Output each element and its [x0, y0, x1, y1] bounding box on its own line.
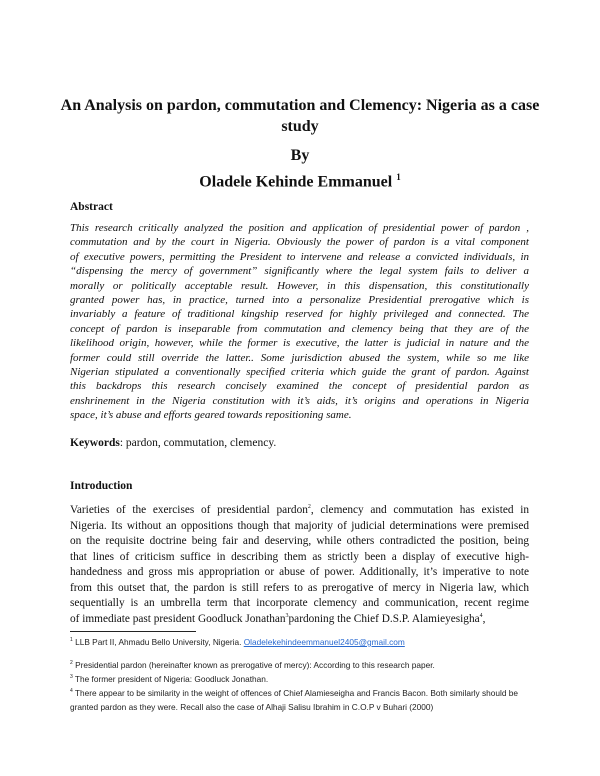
footnote-ref[interactable]: 3 — [285, 612, 289, 619]
footnote-text: Presidential pardon (hereinafter known as prerogative of mercy): According to this research paper. — [72, 660, 435, 670]
footnote-number: 3 — [70, 674, 73, 680]
abstract-line: of executive powers, permitting the President to intervene and release a convicted individuals, in — [70, 250, 529, 263]
introduction-text: Nigeria. Its without an oppositions though that majority of judicial determinations were premised — [70, 519, 529, 532]
footnote-text: The former president of Nigeria: Goodluck Jonathan. — [72, 674, 269, 684]
introduction-line — [70, 550, 529, 566]
introduction-line — [70, 581, 529, 597]
abstract-line: likelihood origin, however, while the former is executive, the latter is judicial in nature and the — [70, 337, 529, 350]
keywords-label: Keywords — [70, 437, 120, 449]
abstract-body — [70, 221, 529, 422]
abstract-line: “dispensing the mercy of government” significantly where the legal system fails to deliver a — [70, 265, 529, 278]
introduction-text: on the requisite doctrine being fair and deserving, while others contradicted the position, being — [70, 535, 529, 547]
introduction-line — [70, 596, 529, 612]
abstract-line: concept of pardon is inseparable from commutation and clemency being that they are of the — [70, 322, 529, 335]
author-footnote-ref: 1 — [396, 172, 401, 182]
abstract-line: space, it’s abuse and efforts geared towards repositioning same. — [70, 409, 352, 422]
introduction-text: that lines of criticism suffice in describing them as strictly been a display of executive high- — [70, 550, 529, 563]
abstract-line: this backdrops this research concisely examined the concept of presidential pardon as — [70, 380, 529, 393]
abstract-heading: Abstract — [70, 201, 113, 213]
footnote-1 — [70, 635, 540, 649]
keywords-text: : pardon, commutation, clemency. — [119, 437, 277, 449]
introduction-text: , clemency and commutation has existed in — [310, 504, 529, 516]
footnote-number: 2 — [70, 660, 73, 666]
footnote-number: 1 — [70, 637, 73, 643]
abstract-line: This research critically analyzed the position and application of presidential power of pardon , — [70, 222, 529, 234]
footnote-3 — [70, 672, 540, 686]
abstract-line: invariably a feature of traditional kingship reserved for highly privileged and connected. The — [70, 308, 529, 321]
paper-title: An Analysis on pardon, commutation and Clemency: Nigeria as a case study — [60, 97, 540, 135]
footnote-divider — [70, 631, 196, 632]
abstract-line: former could still override the latter.. Some jurisdiction abused the system, while so me like — [70, 351, 529, 364]
by-line: By — [290, 147, 310, 164]
introduction-line — [70, 534, 529, 550]
introduction-line — [70, 503, 529, 519]
introduction-text: from this outset that, the pardon is still refers to as prerogative of mercy in Nigeria law, which — [70, 581, 529, 594]
footnote-ref[interactable]: 4 — [479, 612, 483, 619]
author-name — [0, 172, 600, 191]
introduction-line — [70, 519, 529, 535]
abstract-line: enshrinement in the Nigeria constitution with it’s aids, it’s origins and operations in Nigeria — [70, 394, 529, 407]
introduction-line — [70, 612, 529, 628]
abstract-line: Nigerian stipulated a conventionally specified criteria which guide the grant of pardon. Against — [70, 365, 529, 378]
abstract-line: morally or politically acceptable result. However, in this dispensation, this constitutionally — [70, 279, 529, 292]
abstract-line: granted power has, in practice, turned into a personalize Presidential prerogative which is — [70, 293, 529, 306]
introduction-text: of immediate past president Goodluck Jonathan — [70, 612, 286, 625]
introduction-body — [70, 503, 529, 627]
author-name-text: Oladele Kehinde Emmanuel — [199, 173, 393, 191]
keywords — [70, 436, 276, 450]
footnote-number: 4 — [70, 688, 73, 694]
footnote-ref[interactable]: 2 — [307, 504, 311, 510]
abstract-line: commutation and by the court in Nigeria. Obviously the power of pardon is a vital component — [70, 236, 529, 249]
introduction-text: pardoning the Chief D.S.P. Alamieyesigha — [288, 612, 480, 625]
footnote-4 — [70, 686, 540, 714]
introduction-text: handedness and gross mis appropriation or abuse of power. Additionally, it’s imperative to note — [70, 566, 529, 578]
footnote-2 — [70, 658, 540, 672]
introduction-text: sequentially is an umbrella term that incorporate clemency and communication, recent regime — [70, 597, 529, 609]
footnote-text: There appear to be similarity in the weight of offences of Chief Alamieseigha and Francis Bacon. Both similarly should be granted pardon as they were. Recall also the case of Alhaji Salisu Ibrahim in C.O.P v Buhari (2000) — [70, 688, 518, 712]
footnote-text: LLB Part II, Ahmadu Bello University, Nigeria. — [72, 637, 244, 647]
introduction-line — [70, 565, 529, 581]
introduction-text: , — [482, 612, 486, 625]
introduction-text: Varieties of the exercises of presidential pardon — [70, 504, 308, 516]
introduction-heading: Introduction — [70, 480, 133, 492]
email-link[interactable]: Oladelekehindeemmanuel2405@gmail.com — [243, 637, 405, 647]
